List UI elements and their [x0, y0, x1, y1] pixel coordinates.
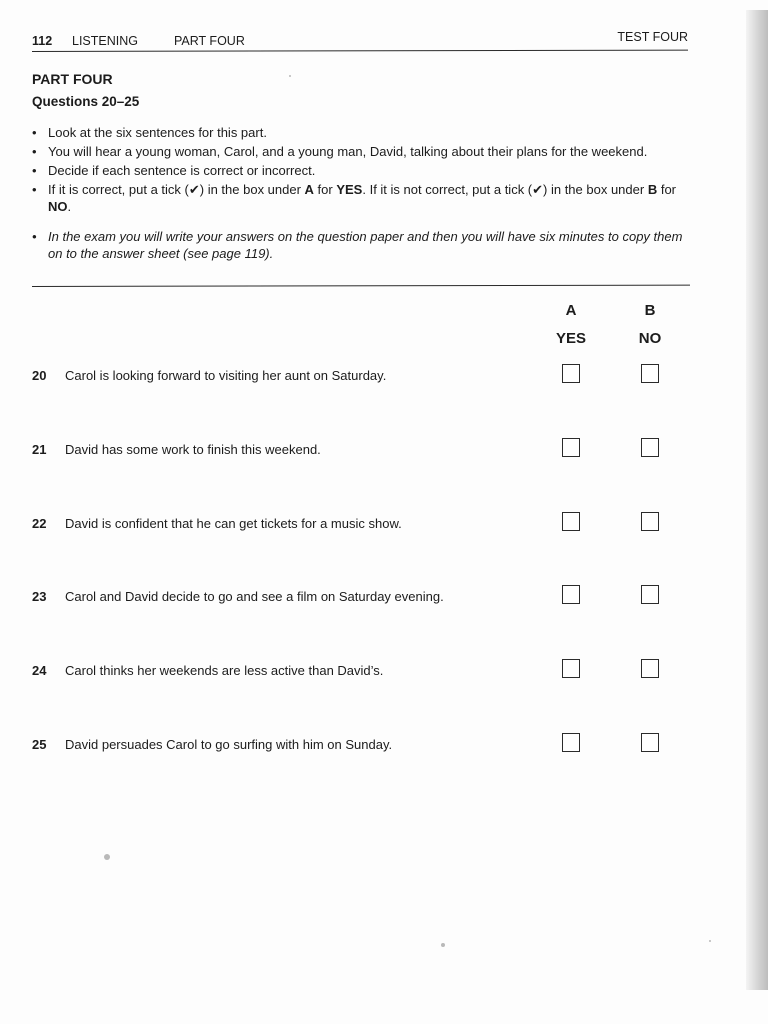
question-text: David has some work to finish this weekend. [65, 442, 321, 457]
column-a-letter: A [565, 302, 577, 319]
instruction-run: for [313, 182, 337, 197]
column-b-word: NO [638, 330, 662, 347]
header-test-label: TEST FOUR [617, 30, 688, 44]
no-answer-box[interactable] [641, 585, 659, 604]
exam-note-item [32, 228, 692, 262]
bullet-icon: • [32, 229, 37, 244]
instruction-item [32, 143, 692, 160]
part-title: PART FOUR [32, 71, 113, 87]
question-text: David is confident that he can get tickets for a music show. [65, 516, 402, 531]
emphasis-text: A [304, 182, 314, 197]
section-divider [32, 285, 690, 287]
instruction-run: You will hear a young woman, Carol, and a young man, David, talking about their plans for the weekend. [48, 144, 648, 159]
instruction-text [48, 144, 647, 159]
instruction-text [48, 125, 267, 140]
scan-speck [709, 940, 711, 942]
question-number: 25 [32, 737, 47, 752]
instruction-run: Decide if each sentence is correct or incorrect. [48, 163, 316, 178]
question-number: 23 [32, 589, 47, 604]
page-binding-shadow [746, 10, 768, 990]
column-a-word: YES [555, 330, 586, 347]
yes-answer-box[interactable] [562, 733, 580, 752]
column-b-letter: B [644, 302, 656, 319]
question-row [32, 733, 732, 757]
no-answer-box[interactable] [641, 733, 659, 752]
instruction-text [48, 182, 676, 214]
instruction-item [32, 124, 692, 141]
question-text: David persuades Carol to go surfing with him on Sunday. [65, 737, 393, 752]
question-number: 24 [32, 663, 47, 678]
header-part-label: PART FOUR [174, 34, 245, 48]
instructions-list [32, 124, 692, 264]
no-answer-box[interactable] [641, 364, 659, 383]
instruction-text [48, 163, 315, 178]
question-text: Carol and David decide to go and see a film on Saturday evening. [65, 589, 444, 604]
question-row [32, 512, 732, 536]
question-text: Carol is looking forward to visiting her aunt on Saturday. [65, 368, 387, 383]
question-text: Carol thinks her weekends are less active than David’s. [65, 663, 384, 678]
question-row [32, 438, 732, 462]
running-header [32, 28, 688, 50]
question-number: 22 [32, 516, 47, 531]
no-answer-box[interactable] [641, 438, 659, 457]
question-row [32, 364, 732, 388]
emphasis-text: B [647, 182, 658, 197]
header-divider [32, 50, 688, 52]
no-answer-box[interactable] [641, 659, 659, 678]
bullet-icon: • [32, 182, 37, 197]
yes-answer-box[interactable] [562, 512, 580, 531]
question-number: 20 [32, 368, 47, 383]
questions-range: Questions 20–25 [32, 94, 140, 109]
instruction-run: . If it is not correct, put a tick (✔) in the box under [362, 182, 648, 197]
instruction-item [32, 162, 692, 179]
instruction-run: for [657, 182, 677, 197]
no-answer-box[interactable] [641, 512, 659, 531]
question-row [32, 585, 732, 609]
instruction-run: If it is correct, put a tick (✔) in the box under [48, 182, 305, 197]
header-section-label: LISTENING [72, 34, 138, 48]
page-number: 112 [32, 34, 53, 48]
exam-note-text: In the exam you will write your answers on the question paper and then you will have six minutes to copy them on to the answer sheet (see page 119). [48, 229, 683, 261]
scan-speck [289, 75, 291, 77]
bullet-icon: • [32, 163, 37, 178]
instruction-item [32, 181, 692, 215]
yes-answer-box[interactable] [562, 364, 580, 383]
bullet-icon: • [32, 125, 37, 140]
emphasis-text: NO [48, 199, 68, 214]
column-header-a [541, 302, 601, 348]
yes-answer-box[interactable] [562, 659, 580, 678]
scan-speck [104, 854, 110, 860]
question-row [32, 659, 732, 683]
scan-speck [441, 943, 445, 947]
emphasis-text: YES [336, 182, 363, 197]
instruction-run: Look at the six sentences for this part. [48, 125, 267, 140]
instruction-run: . [67, 199, 72, 214]
bullet-icon: • [32, 144, 37, 159]
yes-answer-box[interactable] [562, 438, 580, 457]
column-header-b [620, 302, 680, 348]
question-number: 21 [32, 442, 47, 457]
yes-answer-box[interactable] [562, 585, 580, 604]
